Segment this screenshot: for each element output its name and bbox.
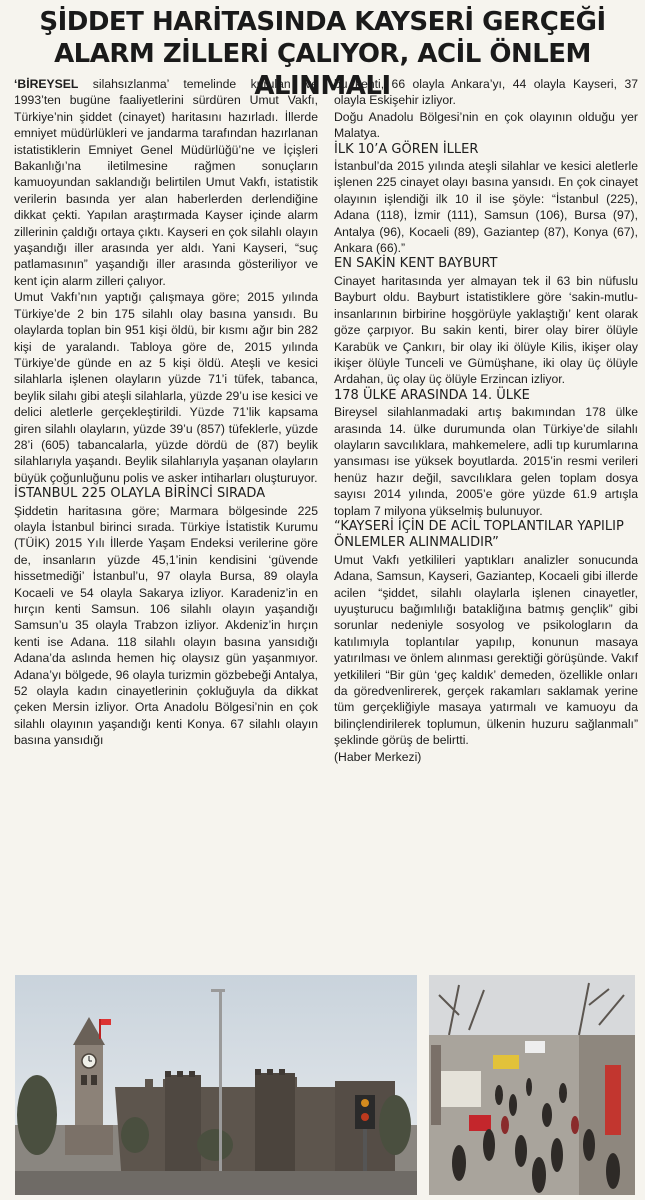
castle-clock-tower-image — [15, 975, 417, 1195]
article-body — [14, 76, 638, 970]
subheading-bayburt: EN SAKİN KENT BAYBURT — [334, 256, 498, 272]
street-crowd-image — [429, 975, 635, 1195]
castle-photo — [15, 975, 417, 1195]
stats-paragraph: Umut Vakfı’nın yaptığı çalışmaya göre; 2015 yılında Türkiye’de 2 bin 175 silahlı olay basına yansıdı. Bu olaylarda toplan bin 951 kişi öldü, bir kısmı ağır bin 282 kişi de yaralandı. Tabloya göre de, 2015 yılında Türkiye’de günde en az 5 kişi öldü. Ateşli ve kesici silahlarla işlenen olayların yüzde 71’i tüfek, tabanca, beylik silahı gibi ateşli silahlarla, yüzde 29’u ise kesici ve delici aletlerle gerçekleştirildi. Yüzde 71’lik kapsama giren silahlı olayların, yüzde 39’u (857) tüfeklerle, yüzde 28’i (605) tabancalarla, yüzde dördü de (87) beylik silahlarıyla yaşandı. Beylik silahlarıyla yaşanan olayların büyük çoğunluğunu polis ve asker intiharları oluşturuyor. — [14, 290, 318, 485]
headline-line-1: ŞİDDET HARİTASINDA KAYSERİ GERÇEĞİ — [39, 7, 606, 37]
lead-word: ‘BİREYSEL — [14, 77, 79, 91]
right-column — [334, 76, 638, 765]
intro-text: silahsızlanma’ temelinde kurulan ve 1993’ten bugüne faaliyetlerini sürdüren Umut Vakfı, Türkiye’nin şiddet (cinayet) haritasını hazırladı. İllerde emniyet müdürlükleri ve jandarma tarafından hazırlanan istatistiklerin Emniyet Genel Müdürlüğü’ne ve İçişleri Bakanlığı’na iletilmesine rağmen sonuçların kamuoyundan saklandığı belirtilen Umut Vakfı, istatistik verilerin basında yer alan haberlerden derlendiğine dikkat çekti. Yapılan araştırmada Kayser içinde alarm zillerinin çaldığı ortaya çıktı. Kayseri en çok silahlı olayın yaşandığı iller arasında yer aldı. Yani Kayseri, “suç patlamasının” yaşandığı iller arasında gösteriliyor ve kent için alarm zilleri çalıyor. — [14, 77, 318, 288]
regions-paragraph: Şiddetin haritasına göre; Marmara bölgesinde 225 olayla İstanbul birinci sırada. Türkiye İstatistik Kurumu (TÜİK) 2015 Yılı İllerde Yaşam Endeksi verilerine göre de, insanların yüzde 45,1’inin kendisini ‘güvende hissetmediği’ İstanbul’u, 97 olayla Bursa, 89 olayla Kocaeli ve 54 olayla Sakarya izliyor. Karadeniz’in en hırçın kenti Samsun. 106 silahlı olayın yaşandığı Samsun’u 35 olayla Trabzon izliyor. Akdeniz’in hırçın kenti ise Adana. 118 silahlı olayın basına yansıdığı Adana’da aslında hemen hiç olaysız gün yaşanmıyor. Adana’yı bölgede, 96 olayla turizmin gözbebeği Antalya, 52 olayla kadın cinayetlerinin çokluğuyla da dikkat çeken Mersin izliyor. Orta Anadolu Bölgesi’nin en çok silahlı olayının yaşandığı kenti Konya. 67 silahlı olayın basına yansıdığı — [14, 503, 318, 748]
subheading-178-countries: 178 ÜLKE ARASINDA 14. ÜLKE — [334, 387, 530, 403]
byline: (Haber Merkezi) — [334, 749, 422, 764]
street-photo — [429, 975, 635, 1195]
photo-strip — [15, 975, 635, 1195]
malatya-paragraph: Doğu Anadolu Bölgesi’nin en çok olayının olduğu yer Malatya. — [334, 109, 638, 141]
countries-paragraph: Bireysel silahlanmadaki artış bakımından 178 ülke arasında 14. ülke durumunda olan Türkiye’de silahlı olayların savcılıklara, mahkemelere, adli tıp kurumlarına yansıması ise yüksek boyutlarda. 2015’in resmi verileri henüz hazır değil, savcılıklara gelen toplam dosya sayısı 2014 yılında, 2005’e göre yüzde 61.9 artışla toplam 7 milyona yükselmiş bulunuyor. — [334, 405, 638, 518]
subheading-istanbul: İSTANBUL 225 OLAYLA BİRİNCİ SIRADA — [14, 486, 266, 502]
headline-line-2: ALARM ZİLLERİ ÇALIYOR, ACİL ÖNLEM ALINMALI — [54, 39, 591, 101]
subheading-top10: İLK 10’A GÖREN İLLER — [334, 141, 479, 157]
bayburt-paragraph: Cinayet haritasında yer almayan tek il 63 bin nüfuslu Bayburt oldu. Bayburt istatistiklere göre ‘sakin-mutlu-insanlarının birbirine hoşgörüyle yaklaştığı’ kent olarak göze çarpıyor. Bu sakin kenti, birer olay birer ölüyle Karabük ve Çankırı, bir olay iki ölüyle Kilis, ikişer olay ikişer ölüyle Tunceli ve Gümüşhane, iki olay üç ölüyle Ardahan, üç olay üç ölüyle Erzincan izliyor. — [334, 273, 638, 387]
subheading-kayseri-quote: “KAYSERİ İÇİN DE ACİL TOPLANTILAR YAPILIP ÖNLEMLER ALINMALIDIR” — [334, 518, 624, 551]
analysis-paragraph: Umut Vakfı yetkilileri yaptıkları analizler sonucunda Adana, Samsun, Kayseri, Gaziantep, Kocaeli gibi illerde acilen “şiddet, silahlı olaylarla işlenen cinayetler, uyuşturucu bağımlılığı batakliğına batmış gençlik” gibi sorunlar nedeniyle sosyolog ve psikologların da katılımıyla toplantılar yapılıp, konunun masaya yatırılması ve önlem alınması gerektiği görüşünde. Vakıf yetkilileri “Bir gün ‘geç kaldık’ demeden, özellikle onları da göredvenlirerek, gerçek rakamları saklamak yerine tüm gerçekliğiyle masaya yatırmalı ve kamuoyu da bilinçlendirilerek toplumun, ülkenin huzuru sağlanmalı” şeklinde görüş de belirtti. — [334, 552, 638, 748]
top10-paragraph: İstanbul’da 2015 yılında ateşli silahlar ve kesici aletlerle işlenen 225 cinayet olayı basına yansıdı. En çok cinayet olayının işlendiği ilk 10 il ise şöyle: “İstanbul (225), Adana (118), İzmir (111), Samsun (106), Bursa (97), Antalya (96), Kocaeli (89), Gaziantep (87), Konya (67), Ankara (66).” — [334, 159, 638, 256]
left-column — [14, 76, 318, 749]
intro-paragraph — [14, 76, 318, 289]
continuation-paragraph: bu kenti, 66 olayla Ankara’yı, 44 olayla Kayseri, 37 olayla Eskişehir izliyor. — [334, 77, 638, 108]
